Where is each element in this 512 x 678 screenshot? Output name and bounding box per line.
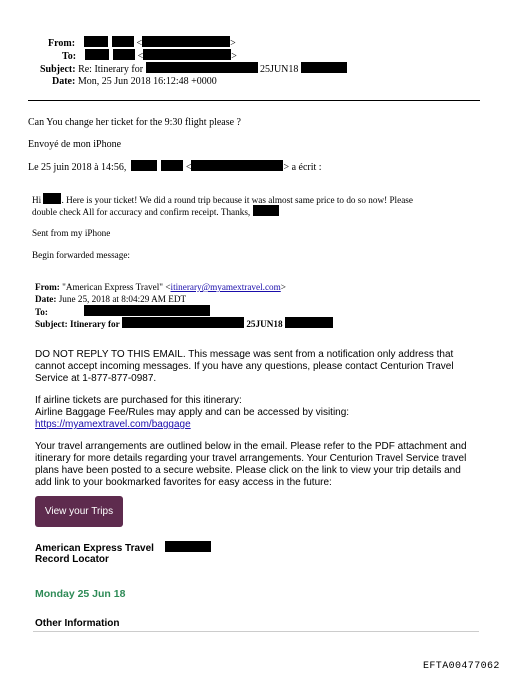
baggage-link[interactable]: https://myamextravel.com/baggage [35,419,191,430]
fwd-from-name: "American Express Travel" < [62,282,171,292]
arrangements-line-3: plans have been posted to a secure website. Please click on the link to view your trip details and [35,465,461,476]
redaction [43,193,61,204]
redaction [161,160,183,171]
baggage-line-2: Airline Baggage Fee/Rules may apply and can be accessed by visiting: [35,407,350,418]
redaction [84,305,210,316]
reply-line-3-suffix: > a écrit : [283,162,322,173]
itinerary-date-heading: Monday 25 Jun 18 [35,588,126,600]
header-divider [28,100,480,101]
redaction [253,205,279,216]
reply-line-2: Envoyé de mon iPhone [28,139,122,150]
fwd-subject-prefix: Itinerary for [69,319,120,329]
redaction [122,317,244,328]
redaction [84,36,108,47]
angle-open: < [185,162,192,173]
redaction [146,62,258,73]
redaction [142,36,230,47]
fwd-date-value: June 25, 2018 at 8:04:29 AM EDT [58,294,187,304]
redaction [85,49,109,60]
quoted-hi: Hi [32,195,42,205]
redaction [112,36,134,47]
header-from-label: From: [48,38,76,49]
header-subject-prefix: Re: Itinerary for [78,64,144,75]
quoted-sent: Sent from my iPhone [32,228,111,238]
arrangements-line-4: add link to your bookmarked favorites for easy access in the future: [35,477,332,488]
header-subject-row [40,62,347,76]
redaction [285,317,333,328]
baggage-line-1: If airline tickets are purchased for this itinerary: [35,395,242,406]
quoted-body-b: double check All for accuracy and confirm receipt. Thanks, [32,207,251,217]
redaction [301,62,347,73]
fwd-subject-suffix: 25JUN18 [246,319,283,329]
fwd-subject-label: Subject: [35,319,68,329]
quoted-line-2 [32,205,279,218]
header-subject-suffix: 25JUN18 [260,64,299,75]
angle-close: > [280,282,286,292]
quoted-body-a: . Here is your ticket! We did a round trip because it was almost same price to do so now! Please [61,195,413,205]
redaction [165,541,211,552]
header-to-label: To: [62,51,77,62]
fwd-date-row [35,293,186,305]
fwd-subject-row [35,317,333,330]
redaction [113,49,135,60]
bates-number: EFTA00477062 [423,661,500,672]
header-date-label: Date: [52,76,76,87]
locator-line-2: Record Locator [35,554,109,565]
redaction [143,49,231,60]
redaction [131,160,157,171]
reply-line-3 [28,160,322,174]
angle-close: > [230,38,236,49]
section-divider [33,631,479,632]
angle-open: < [136,38,143,49]
angle-open: < [137,51,144,62]
redaction [191,160,283,171]
other-information-heading: Other Information [35,618,120,629]
header-from-row [48,36,236,50]
fwd-from-row [35,281,286,293]
fwd-from-label: From: [35,282,60,292]
notice-line-1: DO NOT REPLY TO THIS EMAIL. This message was sent from a notification only address that [35,349,454,360]
fwd-to-label: To: [35,307,48,317]
arrangements-line-1: Your travel arrangements are outlined below in the email. Please refer to the PDF attachment and [35,441,467,452]
fwd-from-email-link[interactable]: itinerary@myamextravel.com [170,282,281,292]
header-date-value: Mon, 25 Jun 2018 16:12:48 +0000 [77,76,217,87]
header-date-row [52,75,217,88]
header-to-row [62,49,237,63]
header-subject-label: Subject: [40,64,76,75]
arrangements-line-2: itinerary for more details regarding your travel arrangements. Your Centurion Travel Service travel [35,453,467,464]
quoted-begin: Begin forwarded message: [32,250,130,260]
notice-line-3: Service at 1-877-877-0987. [35,373,157,384]
angle-close: > [231,51,237,62]
notice-line-2: cannot accept incoming messages. If you have any questions, please contact Centurion Travel [35,361,454,372]
locator-company: American Express Travel [35,543,154,554]
reply-line-3-prefix: Le 25 juin 2018 à 14:56, [28,162,127,173]
fwd-date-label: Date: [35,294,57,304]
view-trips-button[interactable]: View your Trips [35,496,123,527]
reply-line-1: Can You change her ticket for the 9:30 flight please ? [28,117,241,128]
